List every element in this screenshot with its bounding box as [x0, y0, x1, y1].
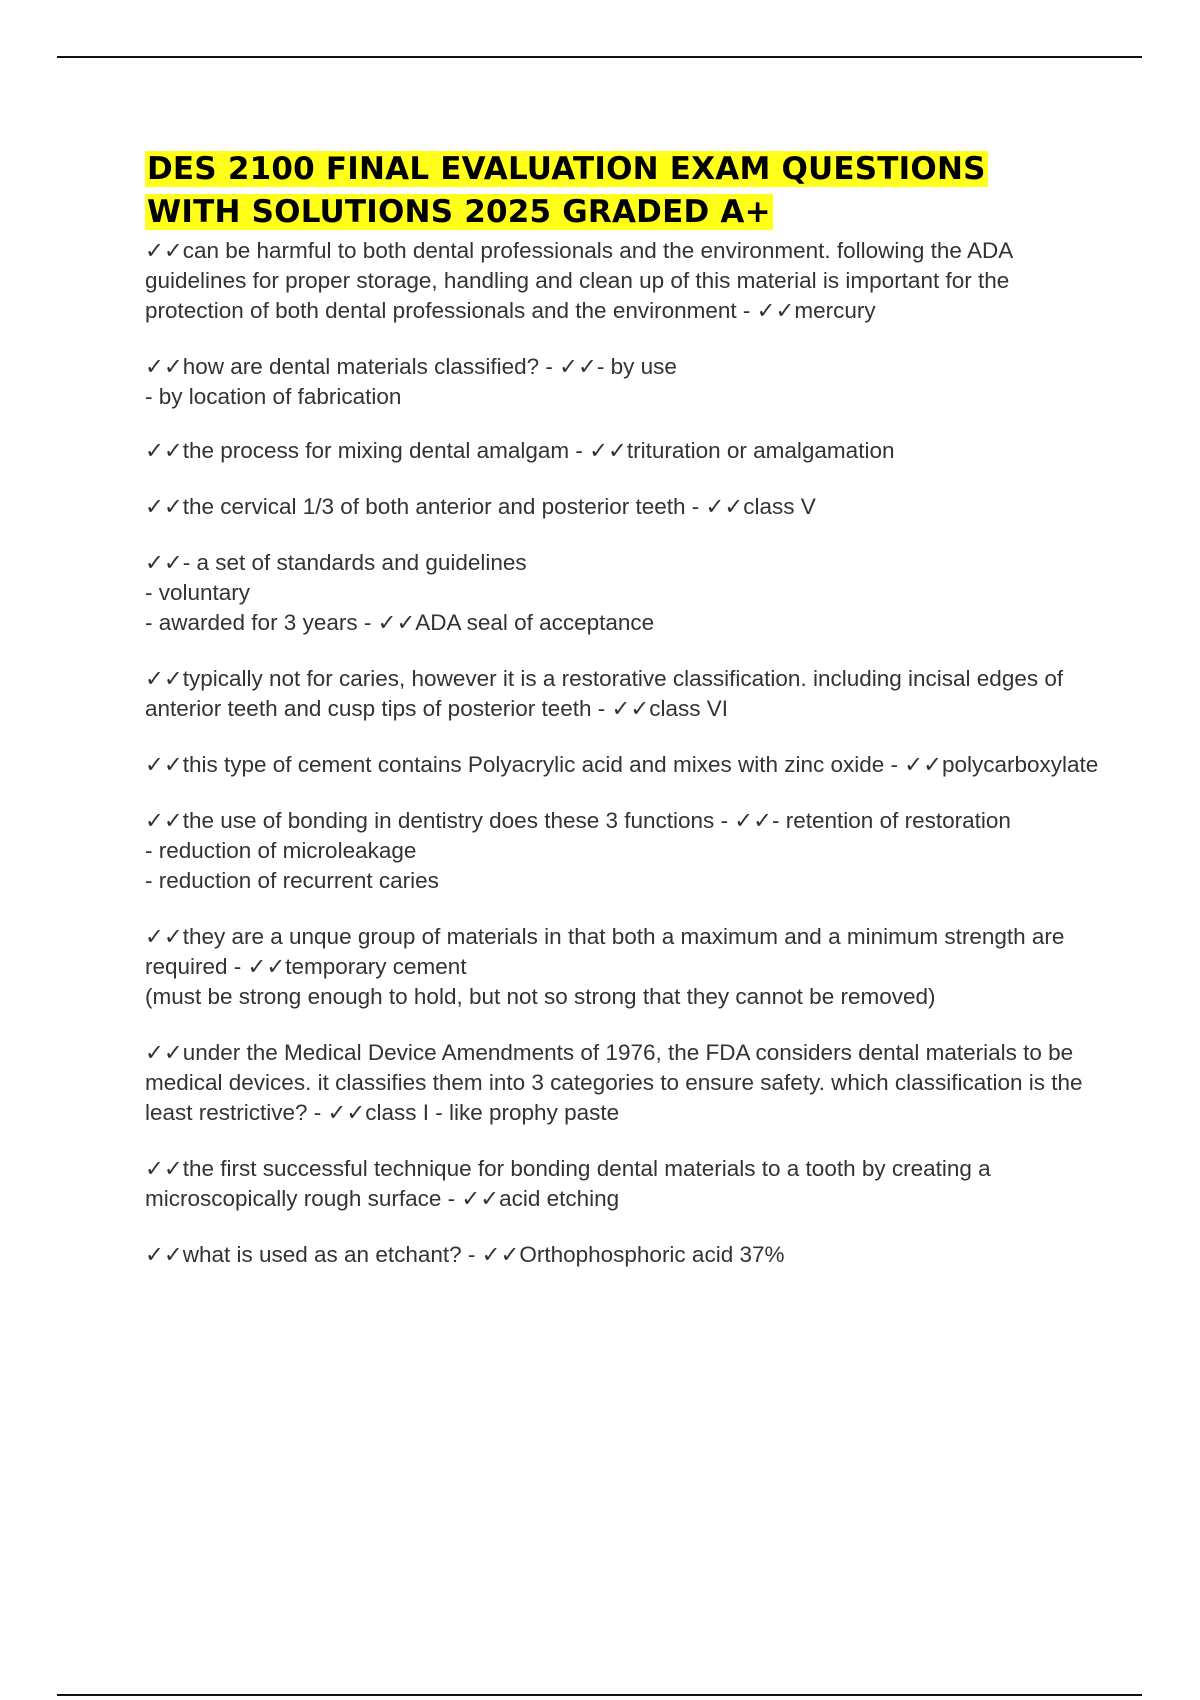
top-rule — [57, 56, 1142, 58]
qa-item: ✓✓under the Medical Device Amendments of 1976, the FDA considers dental materials to be medical devices. it classifies them into 3 categories to ensure safety. which classification is the least restrictive? - ✓✓class I - like prophy paste — [145, 1040, 1083, 1125]
document-title — [145, 148, 1085, 234]
document-title-text: DES 2100 FINAL EVALUATION EXAM QUESTIONS WITH SOLUTIONS 2025 GRADED A+ — [147, 151, 986, 230]
qa-item: ✓✓the cervical 1/3 of both anterior and posterior teeth - ✓✓class V — [145, 494, 816, 519]
qa-list — [145, 236, 1100, 1270]
qa-item: ✓✓how are dental materials classified? - ✓✓- by use - by location of fabrication — [145, 354, 677, 409]
qa-item: ✓✓what is used as an etchant? - ✓✓Orthophosphoric acid 37% — [145, 1242, 785, 1267]
qa-item: ✓✓they are a unque group of materials in that both a maximum and a minimum strength are required - ✓✓temporary cement (must be strong enough to hold, but not so strong that they cannot be removed) — [145, 924, 1065, 1009]
qa-item: ✓✓the use of bonding in dentistry does these 3 functions - ✓✓- retention of restoration - reduction of microleakage - reduction of recurrent caries — [145, 808, 1011, 893]
qa-item: ✓✓- a set of standards and guidelines - voluntary - awarded for 3 years - ✓✓ADA seal of acceptance — [145, 550, 655, 635]
qa-item: ✓✓the process for mixing dental amalgam - ✓✓trituration or amalgamation — [145, 438, 895, 463]
qa-item: ✓✓this type of cement contains Polyacrylic acid and mixes with zinc oxide - ✓✓polycarboxylate — [145, 752, 1099, 777]
qa-item: ✓✓the first successful technique for bonding dental materials to a tooth by creating a microscopically rough surface - ✓✓acid etching — [145, 1156, 991, 1211]
bottom-rule — [57, 1694, 1142, 1696]
qa-item: ✓✓typically not for caries, however it is a restorative classification. including incisal edges of anterior teeth and cusp tips of posterior teeth - ✓✓class VI — [145, 666, 1064, 721]
qa-item: ✓✓can be harmful to both dental professionals and the environment. following the ADA guidelines for proper storage, handling and clean up of this material is important for the protection of both dental professionals and the environment - ✓✓mercury — [145, 238, 1012, 323]
